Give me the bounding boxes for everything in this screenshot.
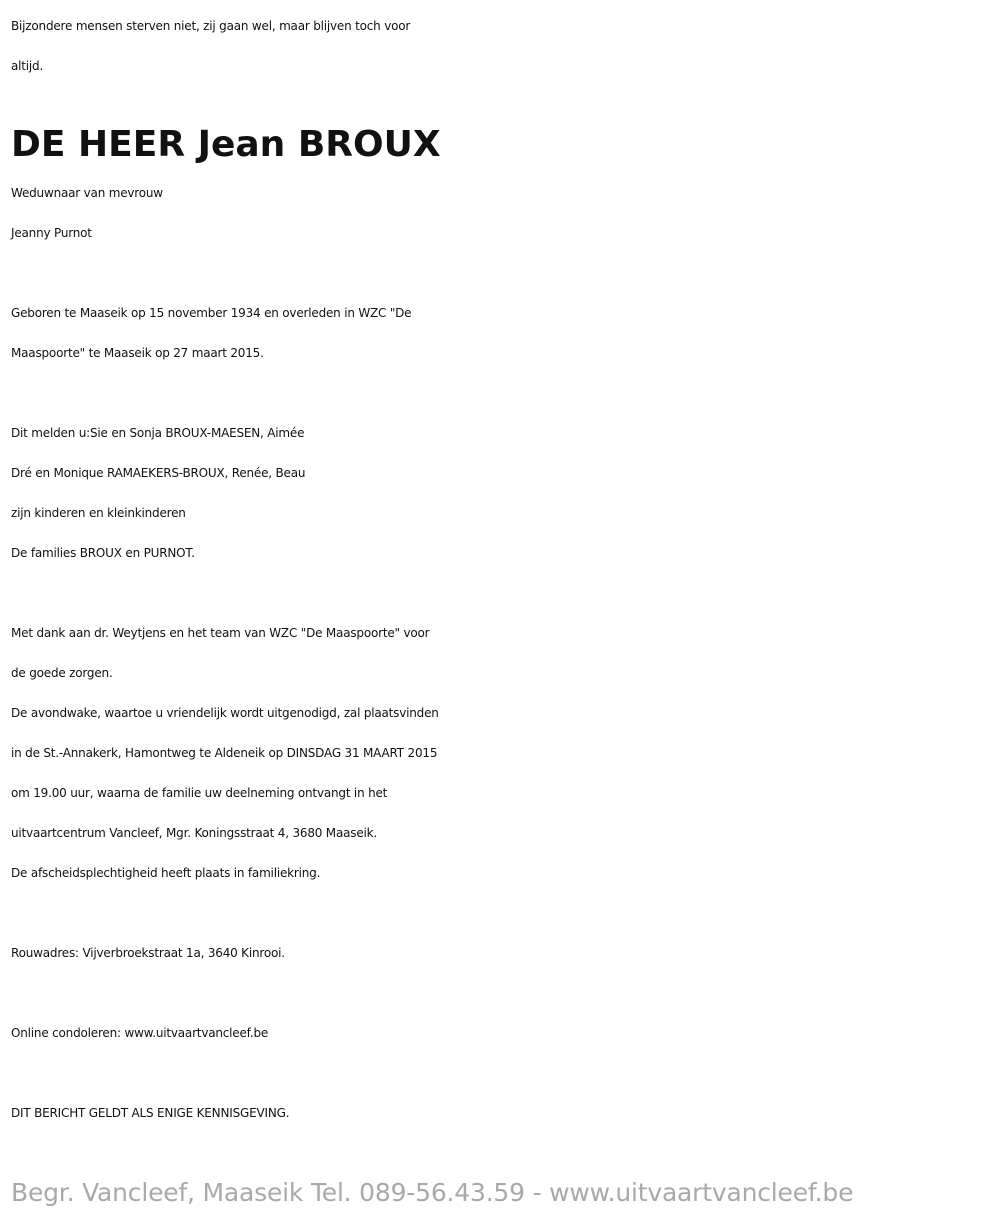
spacer (11, 973, 991, 1013)
spacer (11, 253, 991, 293)
spacer (11, 573, 991, 613)
widower-line-2: Jeanny Purnot (11, 226, 92, 240)
family-line-4: De families BROUX en PURNOT. (11, 546, 195, 560)
birth-line-1: Geboren te Maaseik op 15 november 1934 en overleden in WZC "De (11, 306, 412, 320)
death-notice (11, 6, 991, 1133)
undertaker-footer: Begr. Vancleef, Maaseik Tel. 089-56.43.59 - www.uitvaartvancleef.be (11, 1178, 854, 1207)
spacer (11, 373, 991, 413)
mourning-address: Rouwadres: Vijverbroekstraat 1a, 3640 Kinrooi. (11, 946, 285, 960)
thanks-line-2: de goede zorgen. (11, 666, 113, 680)
wake-line-1: De avondwake, waartoe u vriendelijk wordt uitgenodigd, zal plaatsvinden (11, 706, 439, 720)
notice-statement: DIT BERICHT GELDT ALS ENIGE KENNISGEVING. (11, 1106, 290, 1120)
family-line-2: Dré en Monique RAMAEKERS-BROUX, Renée, Beau (11, 466, 306, 480)
family-line-1: Dit melden u:Sie en Sonja BROUX-MAESEN, Aimée (11, 426, 305, 440)
spacer (11, 1053, 991, 1093)
family-line-3: zijn kinderen en kleinkinderen (11, 506, 186, 520)
spacer (11, 893, 991, 933)
thanks-line-1: Met dank aan dr. Weytjens en het team van WZC "De Maaspoorte" voor (11, 626, 430, 640)
motto-line-2: altijd. (11, 59, 44, 73)
wake-line-5: De afscheidsplechtigheid heeft plaats in familiekring. (11, 866, 321, 880)
online-condolence (11, 1013, 991, 1053)
deceased-name: DE HEER Jean BROUX (11, 124, 441, 165)
motto-line-1: Bijzondere mensen sterven niet, zij gaan wel, maar blijven toch voor (11, 19, 411, 33)
birth-line-2: Maaspoorte" te Maaseik op 27 maart 2015. (11, 346, 264, 360)
widower-line-1: Weduwnaar van mevrouw (11, 186, 163, 200)
wake-line-4: uitvaartcentrum Vancleef, Mgr. Koningsstraat 4, 3680 Maaseik. (11, 826, 377, 840)
wake-line-3: om 19.00 uur, waarna de familie uw deelneming ontvangt in het (11, 786, 388, 800)
condolence-link[interactable]: www.uitvaartvancleef.be (124, 1026, 269, 1040)
online-condolence-label: Online condoleren: (11, 1026, 125, 1040)
wake-line-2: in de St.-Annakerk, Hamontweg te Aldeneik op DINSDAG 31 MAART 2015 (11, 746, 438, 760)
